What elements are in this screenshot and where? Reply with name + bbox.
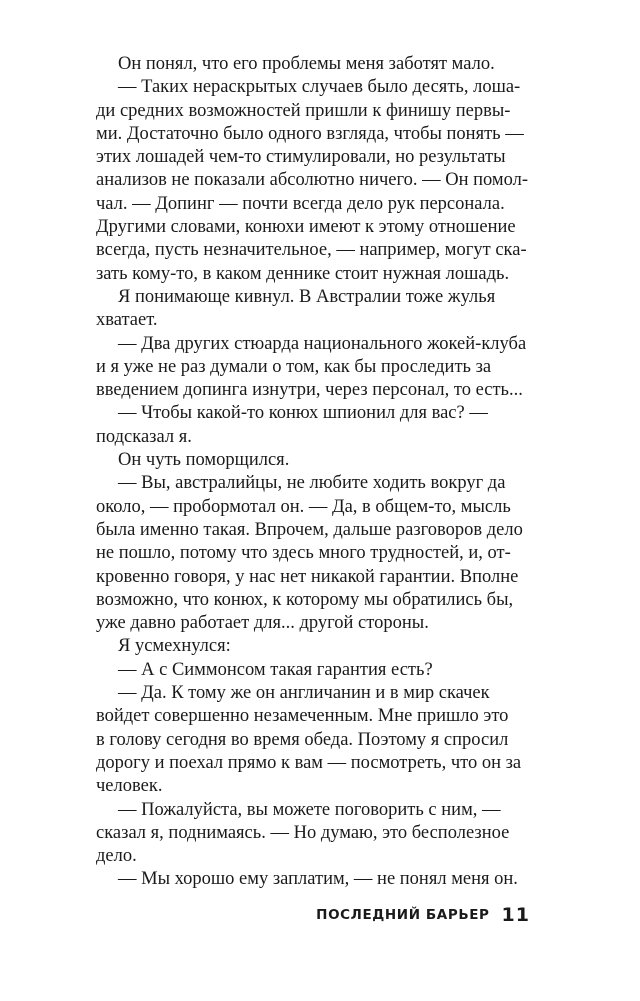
paragraph-2: — Таких нераскрытых случаев было десять, лоша- ди средних возможностей пришли к финишу первы- ми. Достаточно было одного взгляда, чтобы понять — этих лошадей чем-то стимулировали, но результаты анализов не показали абсолютно ничего. — Он помол- чал. — Допинг — почти всегда дело рук персонала. Другими словами, конюхи имеют к этому отношение всегда, пусть незначительное, — например, могут ска- зать кому-то, в каком деннике стоит нужная лошадь. xyxy=(96,77,529,284)
paragraph-7: — Вы, австралийцы, не любите ходить вокруг да около, — пробормотал он. — Да, в общем-то, мысль была именно такая. Впрочем, дальше разговоров дело не пошло, потому что здесь много трудностей, и, от- кровенно говоря, у нас нет никакой гарантии. Вполне возможно, что конюх, к которому мы обратились бы, уже давно работает для... другой стороны. xyxy=(96,473,523,634)
page-number: 11 xyxy=(501,904,530,926)
paragraph-10: — Да. К тому же он англичанин и в мир скачек войдет совершенно незамеченным. Мне пришло это в голову сегодня во время обеда. Поэтому я спросил дорогу и поехал прямо к вам — посмотреть, что он за человек. xyxy=(96,683,522,797)
paragraph-4: — Два других стюарда национального жокей-клуба и я уже не раз думали о том, как бы проследить за введением допинга изнутри, через персонал, то есть... xyxy=(96,333,527,401)
paragraph-1: Он понял, что его проблемы меня заботят мало. xyxy=(118,54,495,74)
page-footer xyxy=(96,901,530,929)
paragraph-5: — Чтобы какой-то конюх шпионил для вас? — подсказал я. xyxy=(96,403,488,447)
paragraph-9: — А с Симмонсом такая гарантия есть? xyxy=(118,659,433,680)
paragraph-3: Я понимающе кивнул. В Австралии тоже жулья хватает. xyxy=(96,286,496,331)
paragraph-11: — Пожалуйста, вы можете поговорить с ним, — сказал я, поднимаясь. — Но думаю, это бесполезное дело. xyxy=(96,799,510,867)
paragraph-8: Я усмехнулся: xyxy=(118,636,231,657)
running-title: ПОСЛЕДНИЙ БАРЬЕР xyxy=(316,907,490,923)
paragraph-12: — Мы хорошо ему заплатим, — не понял меня он. xyxy=(118,869,518,890)
paragraph-6: Он чуть поморщился. xyxy=(118,450,290,471)
body-text xyxy=(96,53,530,892)
